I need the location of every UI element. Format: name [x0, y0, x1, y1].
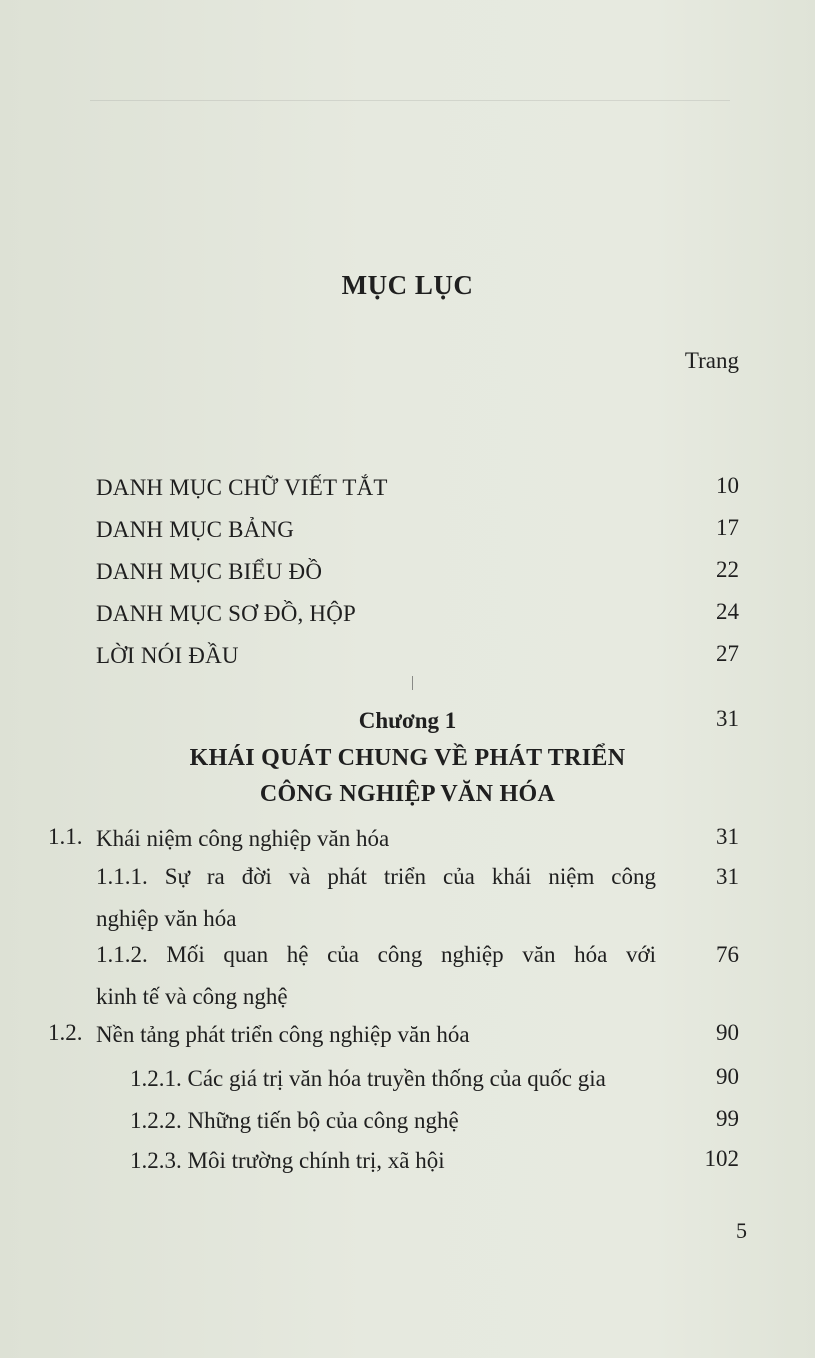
toc-entry-label: LỜI NÓI ĐẦU	[96, 643, 239, 668]
toc-entry-page: 22	[716, 557, 739, 582]
chapter-label: Chương 1	[358, 708, 457, 733]
subsection-number: 1.2.1.	[130, 1066, 182, 1091]
toc-entry-label: DANH MỤC CHỮ VIẾT TẮT	[96, 475, 388, 500]
subsection-label	[130, 1146, 445, 1176]
subsection-page: 76	[716, 942, 739, 967]
chapter-title-line1: KHÁI QUÁT CHUNG VỀ PHÁT TRIỂN	[189, 745, 626, 771]
subsection-label-line2: nghiệp văn hóa	[96, 906, 237, 931]
subsection-page: 102	[704, 1146, 739, 1171]
section-label: Khái niệm công nghiệp văn hóa	[96, 826, 390, 851]
subsection-page: 90	[716, 1064, 739, 1089]
subsection-label	[130, 1106, 459, 1136]
chapter-title-line2: CÔNG NGHIỆP VĂN HÓA	[259, 781, 556, 807]
subsection-page: 31	[716, 864, 739, 889]
subsection-label	[130, 1064, 606, 1094]
subsection-label	[96, 942, 656, 968]
toc-entry-page: 10	[716, 473, 739, 498]
subsection-number: 1.1.1.	[96, 864, 148, 889]
subsection-label-line1: Mối quan hệ của công nghiệp văn hóa với	[166, 942, 657, 967]
toc-entry-label: DANH MỤC BIỂU ĐỒ	[96, 559, 323, 584]
page-title: MỤC LỤC	[341, 270, 474, 300]
subsection-page: 99	[716, 1106, 739, 1131]
toc-entry-page: 24	[716, 599, 739, 624]
toc-entry-page: 27	[716, 641, 739, 666]
subsection-label-text: Những tiến bộ của công nghệ	[187, 1108, 459, 1133]
print-mark	[412, 676, 413, 690]
page-number: 5	[736, 1218, 747, 1243]
subsection-label-line1: Sự ra đời và phát triển của khái niệm công	[164, 864, 657, 889]
toc-entry-label: DANH MỤC BẢNG	[96, 517, 295, 542]
subsection-label-text: Các giá trị văn hóa truyền thống của quốc gia	[187, 1066, 606, 1091]
chapter-page: 31	[716, 706, 739, 731]
section-label: Nền tảng phát triển công nghiệp văn hóa	[96, 1022, 470, 1047]
subsection-number: 1.2.2.	[130, 1108, 182, 1133]
section-page: 90	[716, 1020, 739, 1045]
section-number: 1.1.	[48, 824, 83, 849]
toc-entry-label: DANH MỤC SƠ ĐỒ, HỘP	[96, 601, 357, 626]
toc-entry-page: 17	[716, 515, 739, 540]
section-page: 31	[716, 824, 739, 849]
page-column-header: Trang	[684, 348, 739, 373]
subsection-label-text: Môi trường chính trị, xã hội	[187, 1148, 445, 1173]
subsection-number: 1.2.3.	[130, 1148, 182, 1173]
subsection-label	[96, 864, 656, 890]
section-number: 1.2.	[48, 1020, 83, 1045]
subsection-label-line2: kinh tế và công nghệ	[96, 984, 288, 1009]
subsection-number: 1.1.2.	[96, 942, 148, 967]
